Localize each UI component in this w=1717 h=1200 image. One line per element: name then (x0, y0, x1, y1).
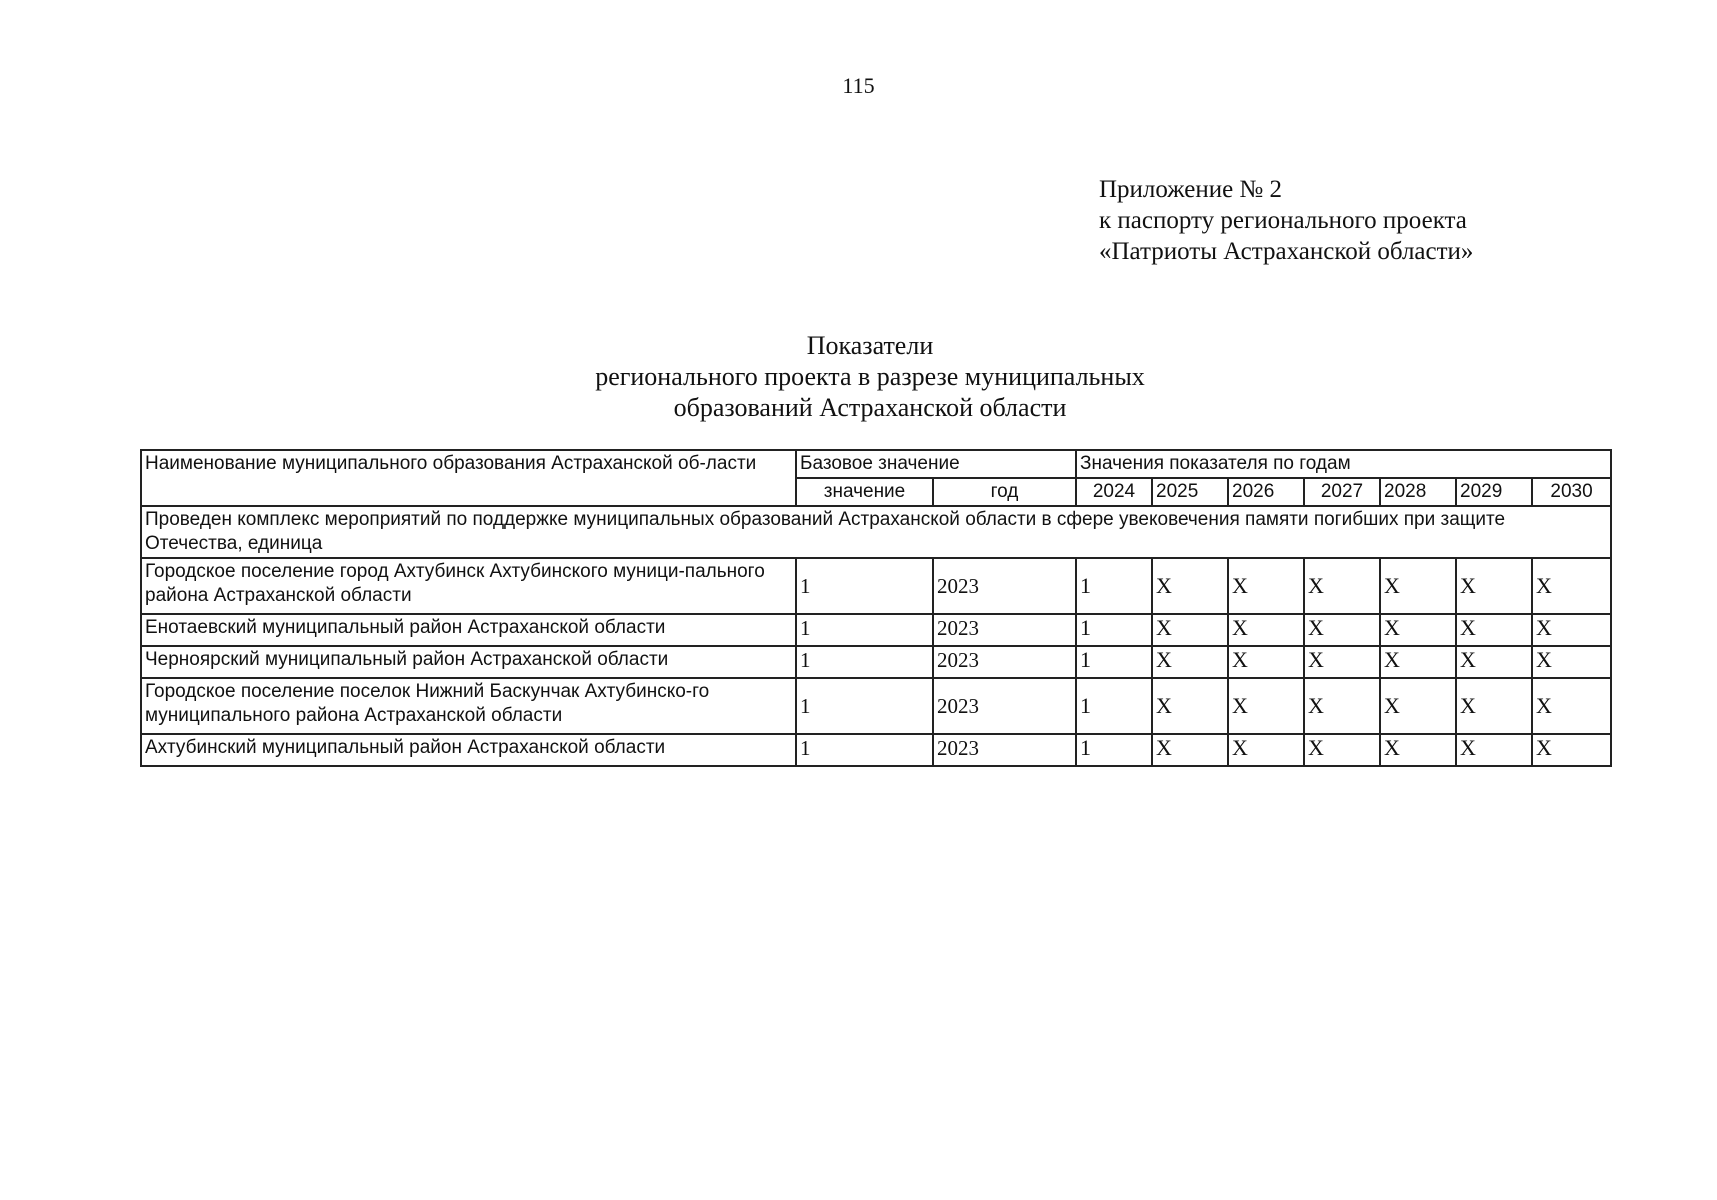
value-2029: X (1456, 614, 1532, 646)
value-2025: X (1152, 558, 1228, 614)
value-2026: X (1228, 734, 1304, 766)
value-2030: X (1532, 678, 1611, 734)
value-2029: X (1456, 646, 1532, 678)
header-year: 2029 (1456, 478, 1532, 506)
value-2028: X (1380, 614, 1456, 646)
table-row (141, 678, 1611, 734)
appendix-line-1: Приложение № 2 (1099, 176, 1283, 203)
base-year-cell: 2023 (933, 734, 1076, 766)
value-2025: X (1152, 678, 1228, 734)
municipality-name: Городское поселение поселок Нижний Баскунчак Ахтубинско-го муниципального района Астраханской области (141, 678, 796, 734)
value-2024: 1 (1076, 646, 1152, 678)
value-2024: 1 (1076, 734, 1152, 766)
title-line-2: регионального проекта в разрезе муниципальных (595, 362, 1145, 391)
base-year-cell: 2023 (933, 614, 1076, 646)
table-row (141, 614, 1611, 646)
value-2026: X (1228, 678, 1304, 734)
value-2030: X (1532, 734, 1611, 766)
value-2030: X (1532, 646, 1611, 678)
base-year-cell: 2023 (933, 558, 1076, 614)
table-row (141, 646, 1611, 678)
header-base-year: год (933, 478, 1076, 506)
section-title: Проведен комплекс мероприятий по поддержке муниципальных образований Астраханской области в сфере увековечения памяти погибших при защите Отечества, единица (141, 506, 1611, 558)
municipality-name: Енотаевский муниципальный район Астраханской области (141, 614, 796, 646)
value-2027: X (1304, 678, 1380, 734)
page-number: 115 (842, 73, 875, 98)
table-body (141, 450, 1611, 766)
appendix-line-3: «Патриоты Астраханской области» (1099, 238, 1474, 265)
header-year: 2025 (1152, 478, 1228, 506)
title-line-3: образований Астраханской области (673, 393, 1067, 422)
base-value-cell: 1 (796, 678, 933, 734)
value-2026: X (1228, 614, 1304, 646)
header-year: 2030 (1532, 478, 1611, 506)
value-2027: X (1304, 734, 1380, 766)
header-year: 2024 (1076, 478, 1152, 506)
header-base-value: значение (796, 478, 933, 506)
document-title (0, 330, 1717, 423)
appendix-line-2: к паспорту регионального проекта (1099, 207, 1467, 234)
base-value-cell: 1 (796, 614, 933, 646)
base-value-cell: 1 (796, 558, 933, 614)
value-2030: X (1532, 614, 1611, 646)
indicators-table (140, 449, 1612, 767)
header-years-group: Значения показателя по годам (1076, 450, 1611, 478)
value-2025: X (1152, 614, 1228, 646)
value-2026: X (1228, 646, 1304, 678)
value-2024: 1 (1076, 558, 1152, 614)
value-2027: X (1304, 558, 1380, 614)
value-2027: X (1304, 614, 1380, 646)
value-2029: X (1456, 678, 1532, 734)
appendix-block (1099, 174, 1473, 267)
table-row (141, 558, 1611, 614)
municipality-name: Городское поселение город Ахтубинск Ахтубинского муници-пального района Астраханской области (141, 558, 796, 614)
header-year: 2027 (1304, 478, 1380, 506)
value-2028: X (1380, 558, 1456, 614)
value-2027: X (1304, 646, 1380, 678)
table-row (141, 734, 1611, 766)
value-2025: X (1152, 646, 1228, 678)
value-2030: X (1532, 558, 1611, 614)
section-row (141, 506, 1611, 558)
value-2026: X (1228, 558, 1304, 614)
header-year: 2026 (1228, 478, 1304, 506)
value-2029: X (1456, 734, 1532, 766)
value-2028: X (1380, 646, 1456, 678)
value-2024: 1 (1076, 678, 1152, 734)
base-value-cell: 1 (796, 646, 933, 678)
municipality-name: Ахтубинский муниципальный район Астраханской области (141, 734, 796, 766)
header-base-group: Базовое значение (796, 450, 1076, 478)
title-line-1: Показатели (806, 331, 934, 360)
header-row-1 (141, 450, 1611, 478)
value-2028: X (1380, 678, 1456, 734)
base-year-cell: 2023 (933, 646, 1076, 678)
value-2024: 1 (1076, 614, 1152, 646)
value-2028: X (1380, 734, 1456, 766)
value-2025: X (1152, 734, 1228, 766)
header-year: 2028 (1380, 478, 1456, 506)
header-name: Наименование муниципального образования Астраханской об-ласти (141, 450, 796, 506)
base-value-cell: 1 (796, 734, 933, 766)
municipality-name: Черноярский муниципальный район Астраханской области (141, 646, 796, 678)
value-2029: X (1456, 558, 1532, 614)
base-year-cell: 2023 (933, 678, 1076, 734)
